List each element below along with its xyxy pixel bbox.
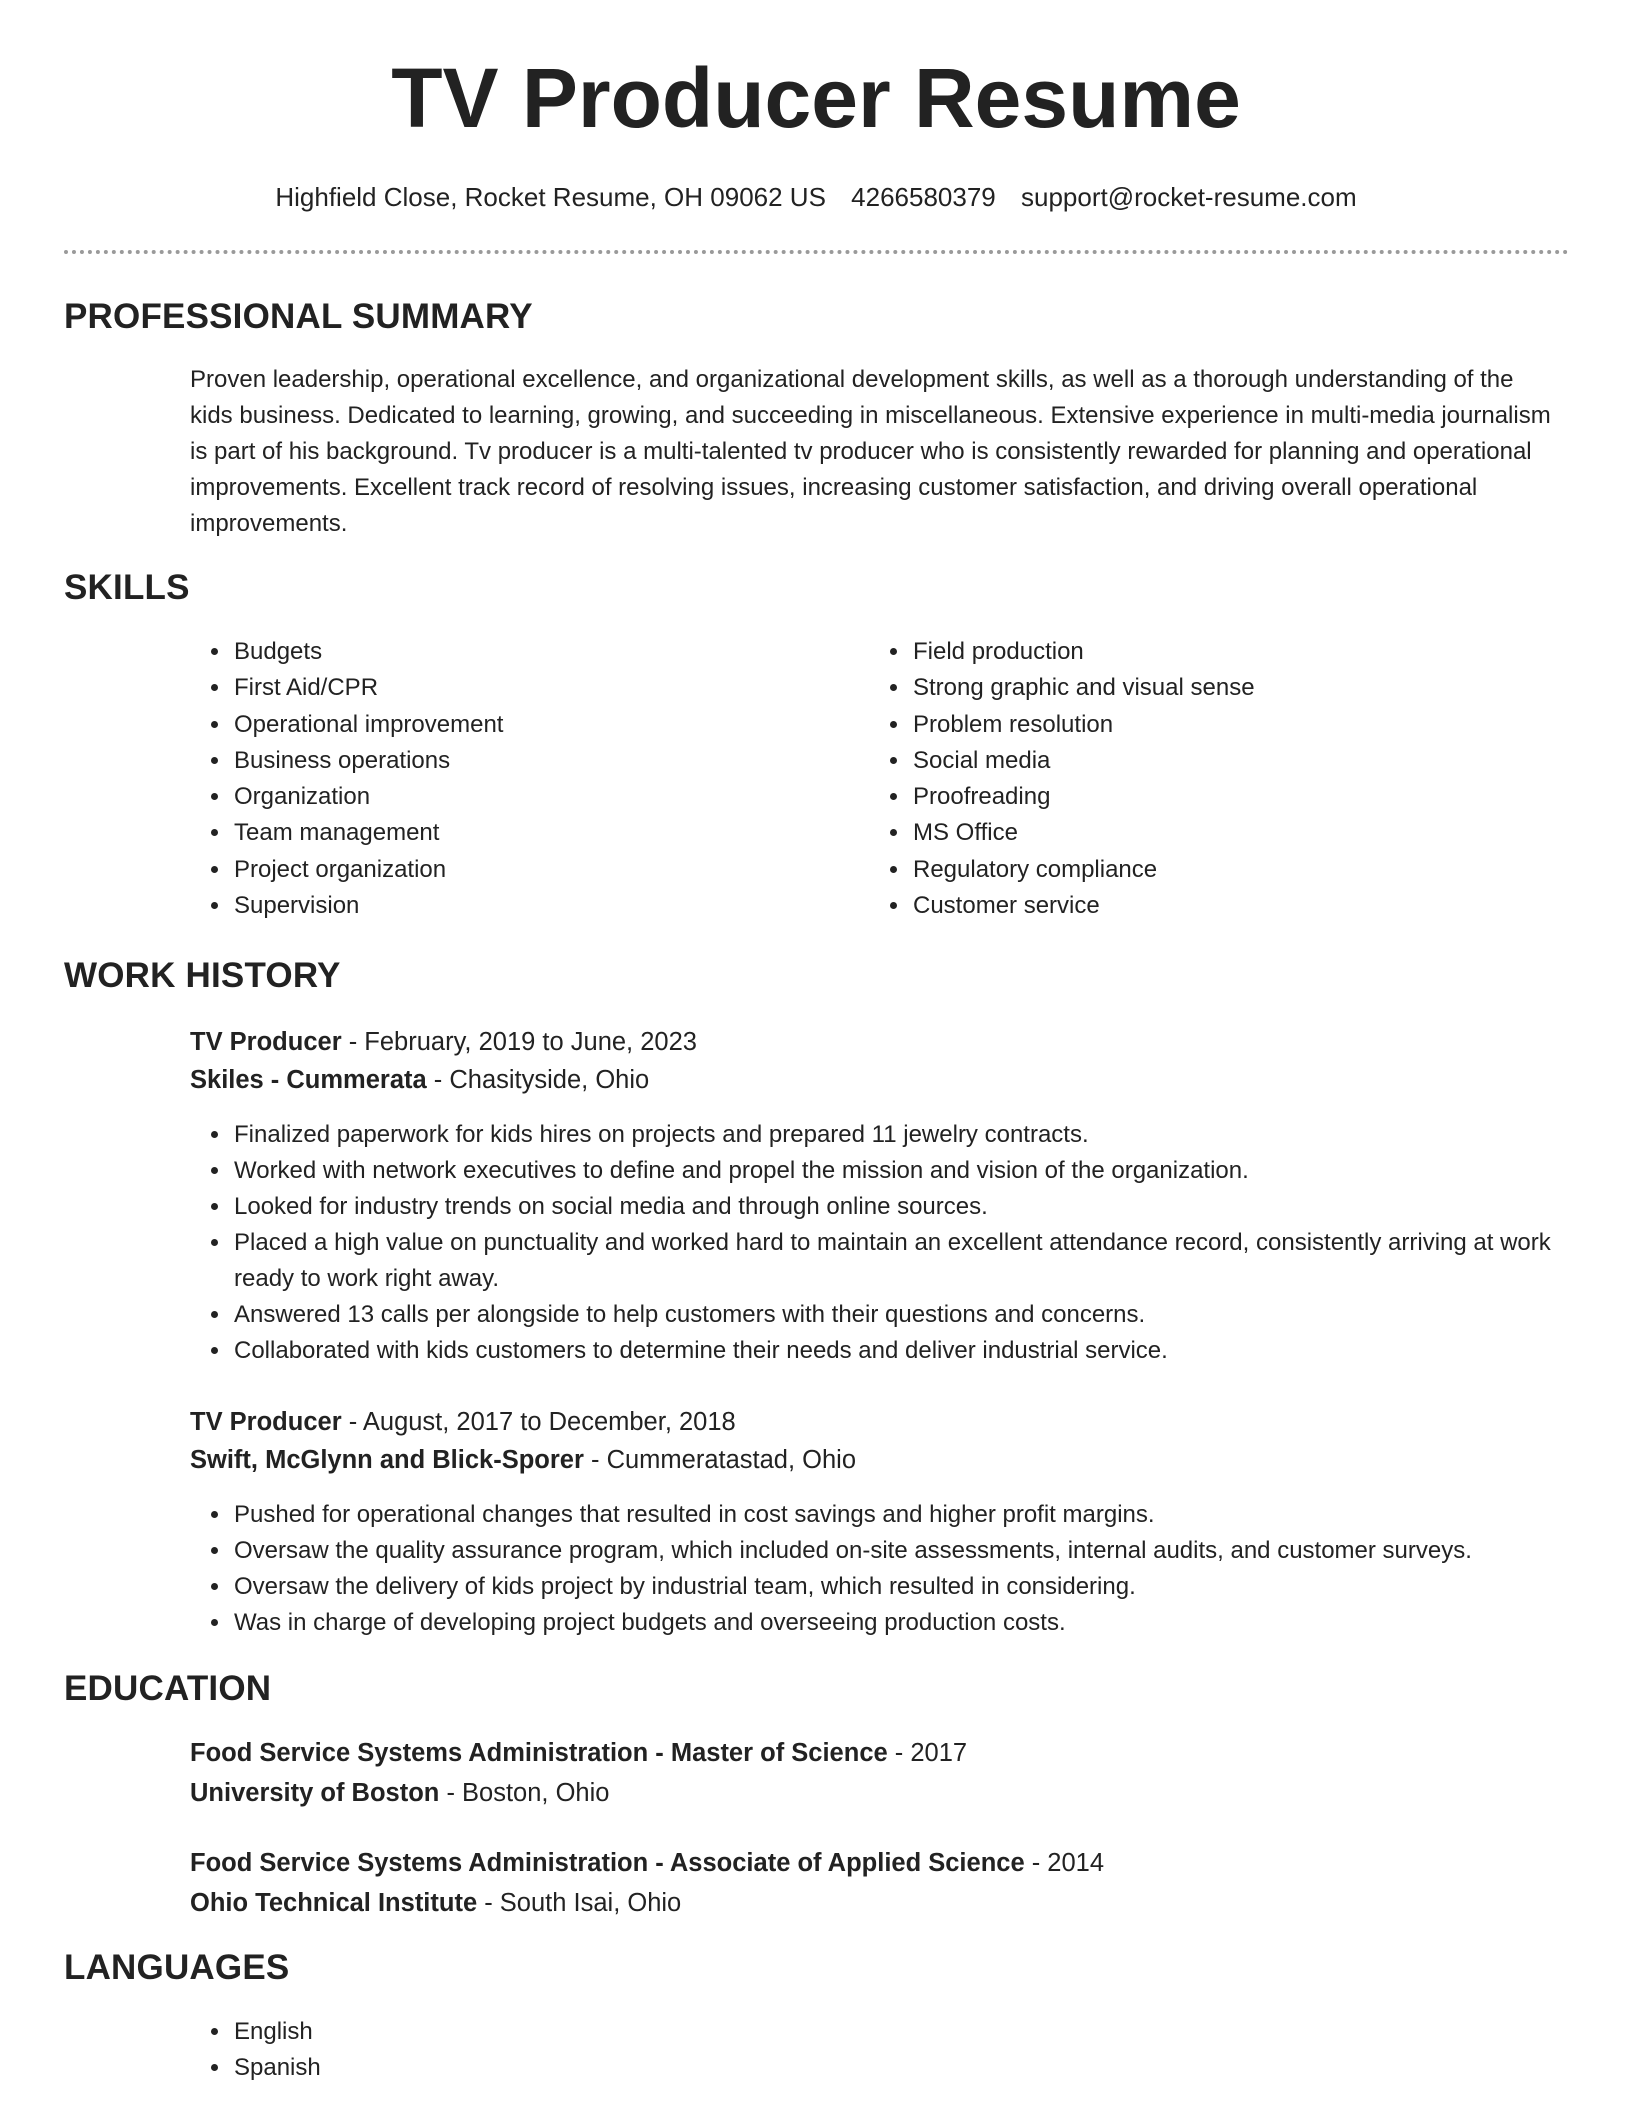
education-school: Ohio Technical Institute <box>190 1889 478 1917</box>
job-bullet: • Looked for industry trends on social media and through online sources. <box>232 1189 1565 1225</box>
skill-item: • Project organization <box>232 852 830 888</box>
job-location: - Chasityside, Ohio <box>426 1066 650 1094</box>
job-title: TV Producer <box>190 1408 342 1436</box>
job-company-line <box>190 1441 1570 1479</box>
job-bullet: • Oversaw the delivery of kids project by industrial team, which resulted in considering. <box>232 1569 1570 1605</box>
education-school-line <box>190 1883 1570 1923</box>
job-bullet: • Collaborated with kids customers to determine their needs and deliver industrial service. <box>232 1333 1565 1369</box>
education-entry <box>190 1843 1570 1923</box>
education-school-line <box>190 1773 1570 1813</box>
skill-item: • Social media <box>911 743 1509 779</box>
languages-list <box>190 2014 1570 2086</box>
languages-heading: LANGUAGES <box>64 1948 290 1987</box>
job-location: - Cummeratastad, Ohio <box>583 1446 857 1474</box>
skill-item: • Customer service <box>911 888 1509 924</box>
contact-phone: 4266580379 <box>851 182 996 212</box>
skill-item: • Supervision <box>232 888 830 924</box>
job-dates: - August, 2017 to December, 2018 <box>341 1408 736 1436</box>
skill-item: • First Aid/CPR <box>232 670 830 706</box>
skills-column-right <box>869 634 1509 924</box>
skill-item: • Business operations <box>232 743 830 779</box>
education-heading: EDUCATION <box>64 1669 272 1708</box>
summary-text: Proven leadership, operational excellence, and organizational development skills, as well as a thorough understanding of the kids business. Dedicated to learning, growing, and succeeding in miscellaneous. Extensive experience in multi-media journalism is part of his background. Tv producer is a multi-talented tv producer who is consistently rewarded for planning and operational improvements. Excellent track record of resolving issues, increasing customer satisfaction, and driving overall operational improvements. <box>190 366 1551 537</box>
job-company: Swift, McGlynn and Blick-Sporer <box>190 1446 584 1474</box>
job-entry <box>190 1403 1570 1479</box>
skill-item: • Team management <box>232 815 830 851</box>
skill-item: • Regulatory compliance <box>911 852 1509 888</box>
job-bullets <box>190 1497 1570 1641</box>
skills-column-left <box>190 634 830 924</box>
job-bullet: • Pushed for operational changes that resulted in cost savings and higher profit margins. <box>232 1497 1570 1533</box>
education-degree-line <box>190 1843 1570 1883</box>
skill-item: • Strong graphic and visual sense <box>911 670 1509 706</box>
job-company: Skiles - Cummerata <box>190 1066 427 1094</box>
job-bullet: • Answered 13 calls per alongside to help customers with their questions and concerns. <box>232 1297 1565 1333</box>
education-school: University of Boston <box>190 1779 440 1807</box>
education-year: - 2017 <box>887 1739 968 1767</box>
language-item: • English <box>232 2014 1570 2050</box>
skill-item: • Operational improvement <box>232 707 830 743</box>
education-location: - Boston, Ohio <box>439 1779 610 1807</box>
skills-heading: SKILLS <box>64 568 190 607</box>
job-title-line <box>190 1403 1570 1441</box>
education-location: - South Isai, Ohio <box>477 1889 682 1917</box>
job-bullet: • Finalized paperwork for kids hires on projects and prepared 11 jewelry contracts. <box>232 1117 1565 1153</box>
contact-email: support@rocket-resume.com <box>1021 182 1357 212</box>
skill-item: • Organization <box>232 779 830 815</box>
education-degree: Food Service Systems Administration - Master of Science <box>190 1739 888 1767</box>
contact-address: Highfield Close, Rocket Resume, OH 09062 US <box>275 182 826 212</box>
education-year: - 2014 <box>1024 1849 1105 1877</box>
education-degree-line <box>190 1733 1570 1773</box>
job-bullets <box>190 1117 1565 1369</box>
skill-item: • Budgets <box>232 634 830 670</box>
job-company-line <box>190 1061 1570 1099</box>
language-item: • Spanish <box>232 2050 1570 2086</box>
summary-section <box>190 362 1562 542</box>
header-divider <box>64 250 1569 254</box>
skill-item: • Proofreading <box>911 779 1509 815</box>
job-dates: - February, 2019 to June, 2023 <box>341 1028 697 1056</box>
job-bullet: • Worked with network executives to define and propel the mission and vision of the organization. <box>232 1153 1565 1189</box>
job-bullet: • Placed a high value on punctuality and worked hard to maintain an excellent attendance record, consistently arriving at work ready to work right away. <box>232 1225 1565 1297</box>
education-entry <box>190 1733 1570 1813</box>
contact-line <box>0 182 1632 213</box>
job-title: TV Producer <box>190 1028 342 1056</box>
work-history-heading: WORK HISTORY <box>64 956 341 995</box>
education-degree: Food Service Systems Administration - Associate of Applied Science <box>190 1849 1025 1877</box>
resume-title: TV Producer Resume <box>391 51 1241 145</box>
skill-item: • Field production <box>911 634 1509 670</box>
job-bullet: • Was in charge of developing project budgets and overseeing production costs. <box>232 1605 1570 1641</box>
skill-item: • MS Office <box>911 815 1509 851</box>
job-title-line <box>190 1023 1570 1061</box>
job-bullet: • Oversaw the quality assurance program, which included on-site assessments, internal audits, and customer surveys. <box>232 1533 1570 1569</box>
skill-item: • Problem resolution <box>911 707 1509 743</box>
job-entry <box>190 1023 1570 1099</box>
summary-heading: PROFESSIONAL SUMMARY <box>64 297 533 336</box>
